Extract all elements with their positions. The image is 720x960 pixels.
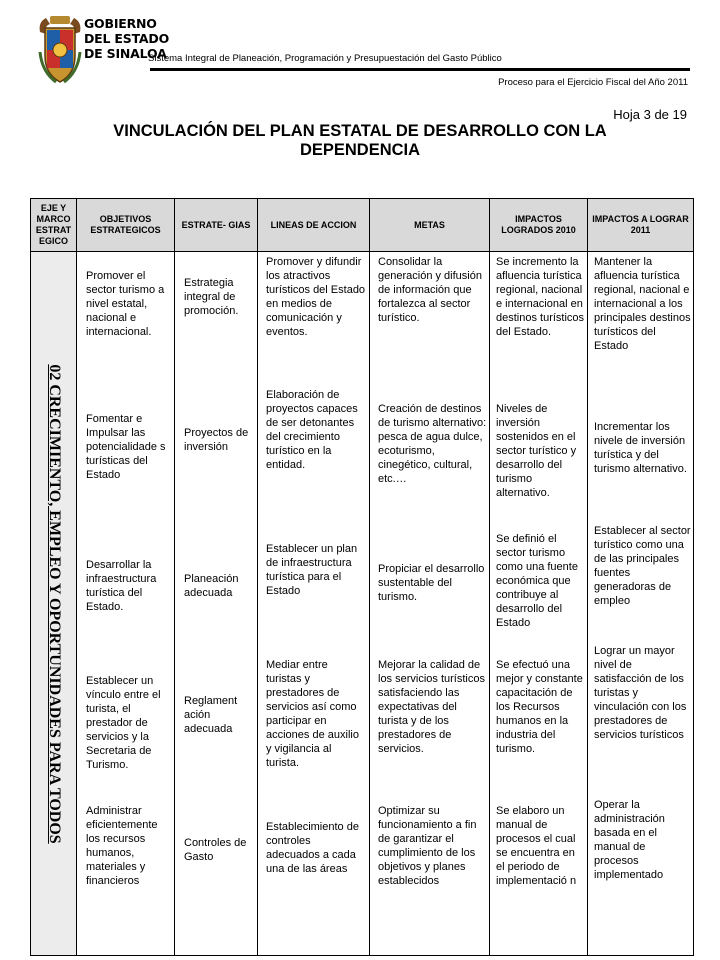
- header-eje: EJE Y MARCO ESTRAT EGICO: [31, 199, 77, 252]
- strategic-axis-label: 02 CRECIMIENTO, EMPLEO Y OPORTUNIDADES PARA TODOS: [45, 363, 63, 844]
- objetivo-item: Promover el sector turismo a nivel estatal, nacional e internacional.: [86, 270, 165, 338]
- impacto-lograr-item: Lograr un mayor nivel de satisfacción de los turistas y vinculación con los prestadores de servicios turísticos: [594, 645, 687, 741]
- impactos-lograr-column: [588, 252, 694, 956]
- linea-item: Elaboración de proyectos capaces de ser detonantes del crecimiento turístico en la entidad.: [266, 389, 358, 471]
- objetivos-column: [77, 252, 175, 956]
- impacto-lograr-item: Mantener la afluencia turística regional, nacional e internacional a los principales destinos turísticos del Estado: [594, 256, 691, 352]
- header-impactos-logrados: IMPACTOS LOGRADOS 2010: [490, 199, 588, 252]
- meta-item: Mejorar la calidad de los servicios turísticos satisfaciendo las expectativas del turista y de los prestadores de servicios.: [378, 659, 485, 755]
- impacto-logrado-item: Se efectuó una mejor y constante capacitación de los Recursos humanos en la industria del turismo.: [496, 659, 583, 755]
- linea-item: Promover y difundir los atractivos turísticos del Estado en medios de comunicación y eventos.: [266, 256, 366, 338]
- estrategia-item: Reglament ación adecuada: [184, 695, 238, 735]
- page-number: Hoja 3 de 19: [613, 107, 687, 122]
- impacto-lograr-item: Incrementar los nivele de inversión turística y del turismo alternativo.: [594, 421, 687, 475]
- estrategia-item: Controles de Gasto: [184, 837, 247, 863]
- impacto-lograr-item: Establecer al sector turístico como una de las principales fuentes generadoras de empleo: [594, 525, 691, 607]
- lineas-column: [258, 252, 370, 956]
- estrategia-item: Planeación adecuada: [184, 573, 239, 599]
- linea-item: Establecimiento de controles adecuados a cada una de las áreas: [266, 821, 359, 875]
- header-rule: [150, 68, 690, 71]
- objetivo-item: Establecer un vínculo entre el turista, el prestador de servicios y la Secretaria de Turismo.: [86, 675, 161, 771]
- estrategias-column: [175, 252, 258, 956]
- system-title: Sistema Integral de Planeación, Programación y Presupuestación del Gasto Público: [148, 53, 502, 64]
- meta-item: Propiciar el desarrollo sustentable del turismo.: [378, 563, 485, 603]
- logo-line-2: DEL ESTADO: [84, 31, 170, 46]
- document-title: VINCULACIÓN DEL PLAN ESTATAL DE DESARROLLO CON LA DEPENDENCIA: [113, 122, 607, 159]
- table-body-row: [31, 252, 694, 956]
- process-label: Proceso para el Ejercicio Fiscal del Año 2011: [498, 77, 688, 88]
- impacto-logrado-item: Se incremento la afluencia turística regional, nacional e internacional en destinos turísticos del Estado.: [496, 256, 585, 338]
- table-header-row: [31, 199, 694, 252]
- header-objetivos: OBJETIVOS ESTRATEGICOS: [77, 199, 175, 252]
- linkage-table: [30, 198, 694, 956]
- estrategia-item: Estrategia integral de promoción.: [184, 277, 239, 317]
- impacto-lograr-item: Operar la administración basada en el manual de procesos implementado: [594, 799, 665, 881]
- impacto-logrado-item: Se elaboro un manual de procesos el cual se encuentra en el periodo de implementació n: [496, 805, 577, 887]
- logo-line-1: GOBIERNO: [84, 16, 157, 31]
- impactos-logrados-column: [490, 252, 588, 956]
- header-lineas: LINEAS DE ACCION: [258, 199, 370, 252]
- linea-item: Establecer un plan de infraestructura turística para el Estado: [266, 543, 358, 597]
- impacto-logrado-item: Se definió el sector turismo como una fuente económica que contribuye al desarrollo del Estado: [496, 533, 578, 629]
- meta-item: Consolidar la generación y difusión de información que fortalezca al sector turístico.: [378, 256, 482, 324]
- meta-item: Optimizar su funcionamiento a fin de garantizar el cumplimiento de los objetivos y planes establecidos: [378, 805, 477, 887]
- impacto-logrado-item: Niveles de inversión sostenidos en el sector turístico y desarrollo del turismo alternativo.: [496, 403, 577, 499]
- header-estrategias: ESTRATE- GIAS: [175, 199, 258, 252]
- metas-column: [370, 252, 490, 956]
- objetivo-item: Desarrollar la infraestructura turística del Estado.: [86, 559, 157, 613]
- estrategia-item: Proyectos de inversión: [184, 427, 249, 453]
- objetivo-item: Fomentar e Impulsar las potencialidade s turísticas del Estado: [86, 413, 166, 481]
- linea-item: Mediar entre turistas y prestadores de servicios así como participar en acciones de auxilio y vigilancia al turista.: [266, 659, 359, 769]
- header-impactos-lograr: IMPACTOS A LOGRAR 2011: [588, 199, 694, 252]
- meta-item: Creación de destinos de turismo alternativo: pesca de agua dulce, ecoturismo, cinegético, cultural, etc.…: [378, 403, 487, 485]
- logo-line-3: DE SINALOA: [84, 46, 167, 61]
- strategic-axis-cell: [31, 252, 77, 956]
- objetivo-item: Administrar eficientemente los recursos humanos, materiales y financieros: [86, 805, 158, 887]
- header-metas: METAS: [370, 199, 490, 252]
